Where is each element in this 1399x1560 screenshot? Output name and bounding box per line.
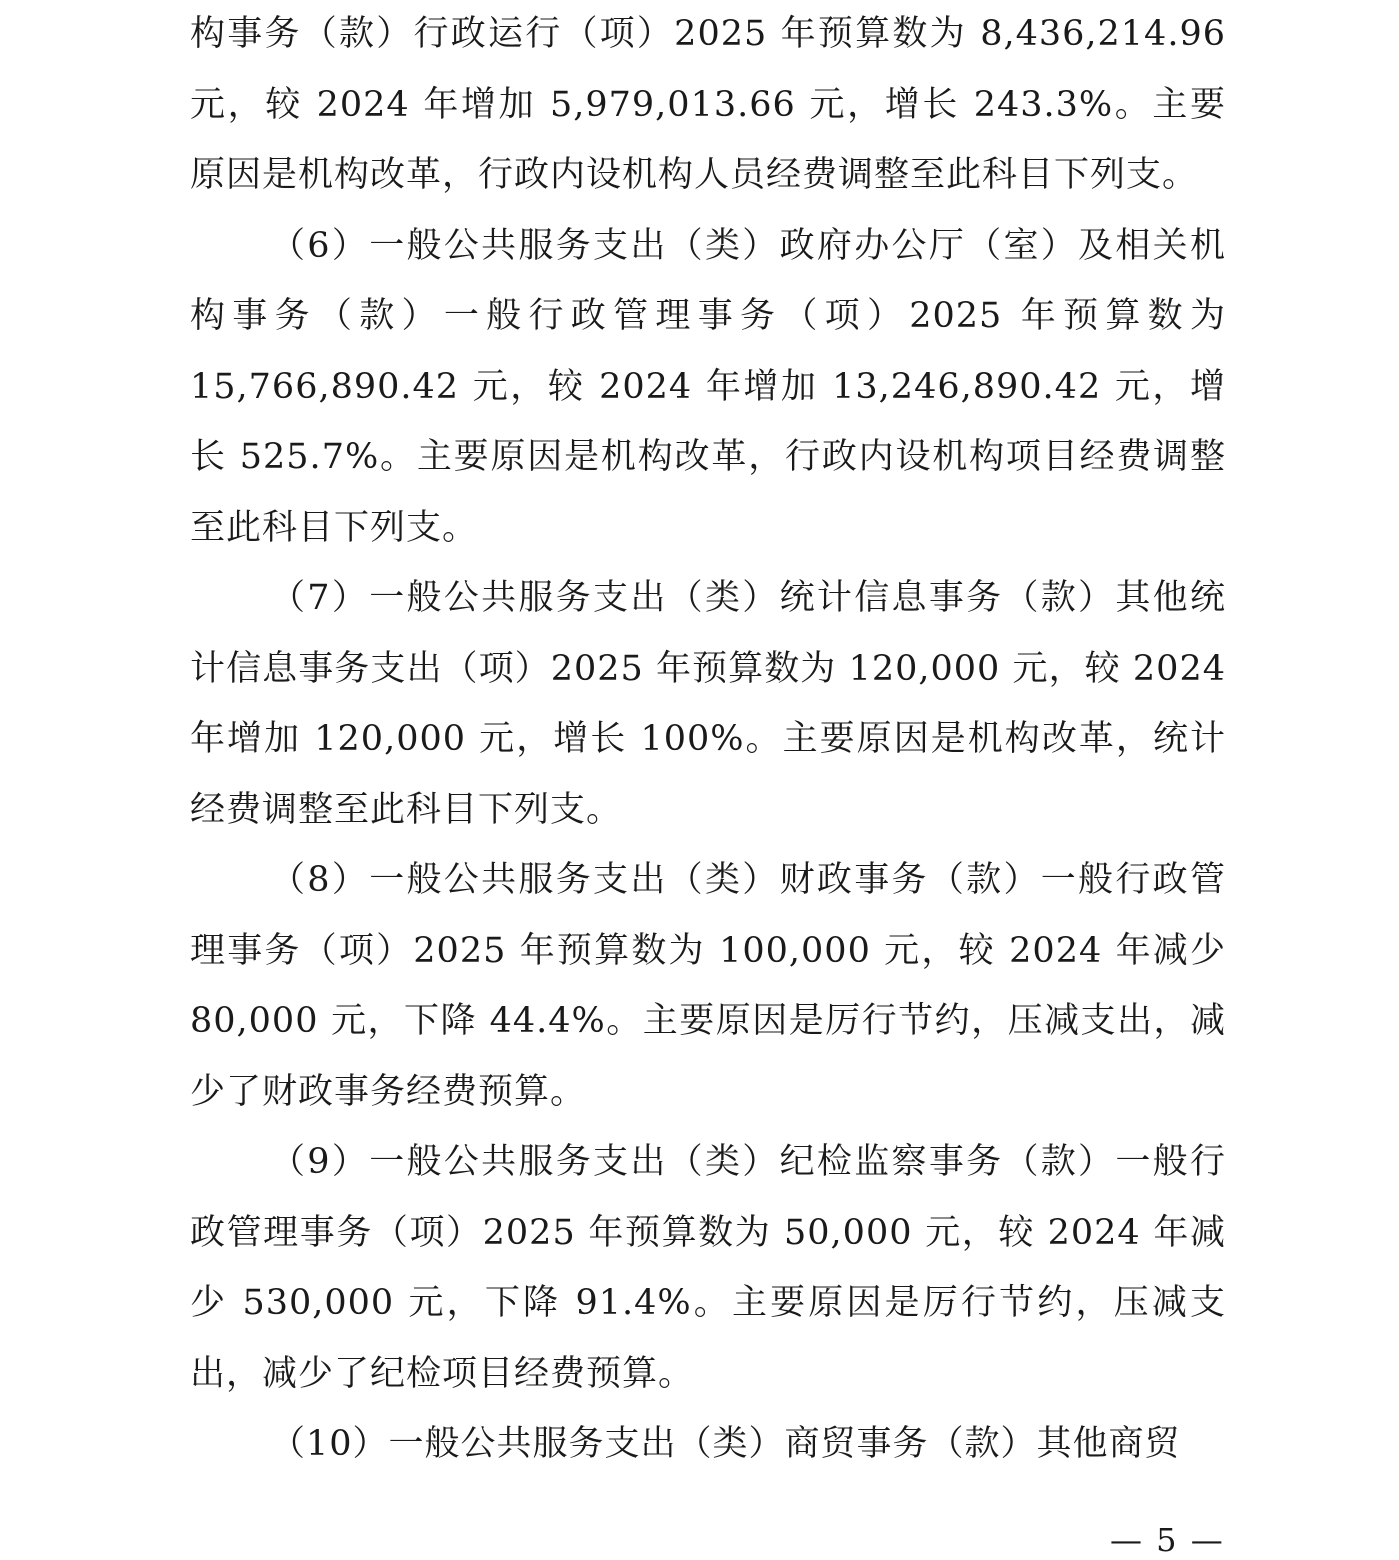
paragraph-item-9: （9）一般公共服务支出（类）纪检监察事务（款）一般行政管理事务（项）2025 年预算数为 50,000 元，较 2024 年减少 530,000 元，下降 91.4%。主要原因是厉行节约，压减支出，减少了纪检项目经费预算。: [190, 1142, 1226, 1394]
page-number: — 5 —: [1110, 1521, 1225, 1559]
paragraph-item-10: （10）一般公共服务支出（类）商贸事务（款）其他商贸: [270, 1424, 1181, 1464]
paragraph-item-6: （6）一般公共服务支出（类）政府办公厅（室）及相关机构事务（款）一般行政管理事务（项）2025 年预算数为 15,766,890.42 元，较 2024 年增加 13,246,890.42 元，增长 525.7%。主要原因是机构改革，行政内设机构项目经费调整至此科目下列支。: [190, 225, 1226, 548]
document-body: [190, 0, 1226, 1480]
paragraph-item-7: （7）一般公共服务支出（类）统计信息事务（款）其他统计信息事务支出（项）2025 年预算数为 120,000 元，较 2024 年增加 120,000 元，增长 100%。主要原因是机构改革，统计经费调整至此科目下列支。: [190, 578, 1226, 830]
paragraph-item-8: （8）一般公共服务支出（类）财政事务（款）一般行政管理事务（项）2025 年预算数为 100,000 元，较 2024 年减少 80,000 元，下降 44.4%。主要原因是厉行节约，压减支出，减少了财政事务经费预算。: [190, 860, 1226, 1112]
paragraph-continued: 构事务（款）行政运行（项）2025 年预算数为 8,436,214.96 元，较 2024 年增加 5,979,013.66 元，增长 243.3%。主要原因是机构改革，行政内设机构人员经费调整至此科目下列支。: [190, 14, 1226, 195]
